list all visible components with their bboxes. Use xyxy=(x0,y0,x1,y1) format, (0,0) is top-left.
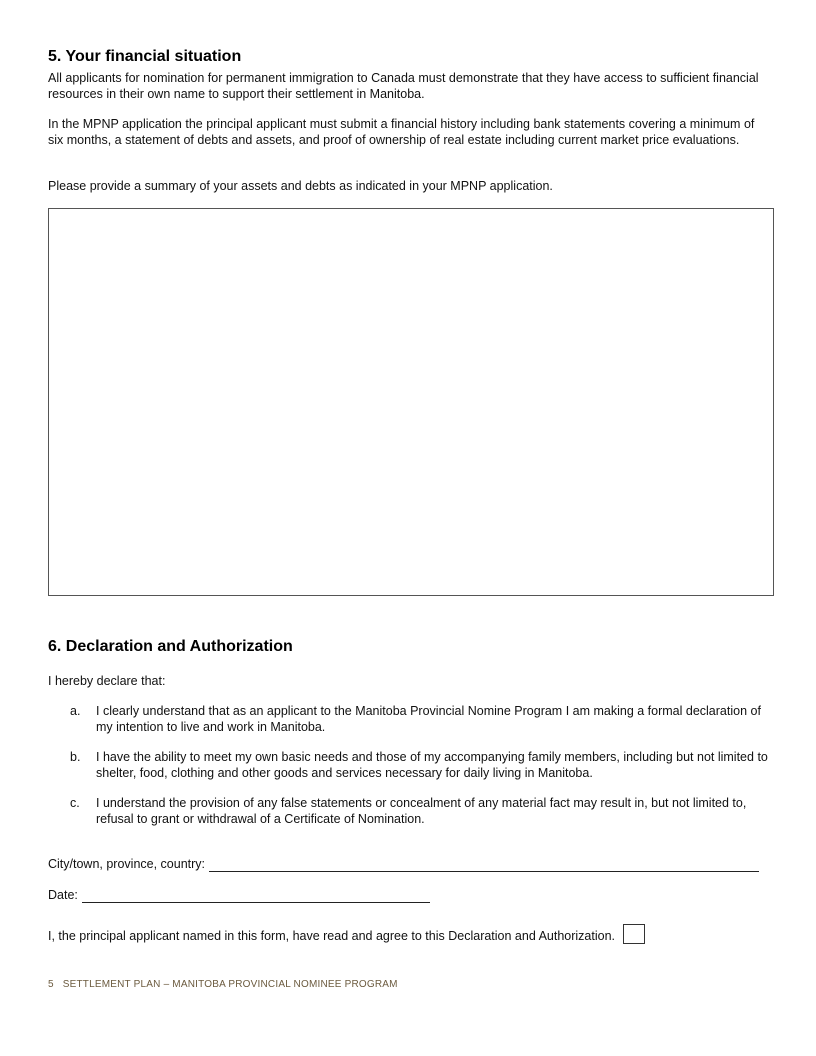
date-field-input[interactable] xyxy=(82,888,430,903)
declaration-list xyxy=(48,703,768,841)
date-field-row xyxy=(48,887,430,903)
declaration-marker: c. xyxy=(70,796,80,810)
declaration-text: I have the ability to meet my own basic needs and those of my accompanying family members, including but not limited to shelter, food, clothing and other goods and services necessary for daily living in Manitoba. xyxy=(96,750,768,780)
section-5-paragraph-1: All applicants for nomination for permanent immigration to Canada must demonstrate that they have access to sufficient financial resources in their own name to support their settlement in Manitoba. xyxy=(48,71,759,101)
financial-summary-textarea[interactable] xyxy=(48,208,774,596)
agreement-row xyxy=(48,924,645,944)
city-field-label: City/town, province, country: xyxy=(48,857,206,871)
declaration-marker: b. xyxy=(70,750,81,764)
date-field-label: Date: xyxy=(48,888,78,902)
section-5-title: 5. Your financial situation xyxy=(48,48,242,65)
declaration-item-c xyxy=(48,795,768,827)
page-footer xyxy=(48,979,398,990)
section-5-paragraph-3: Please provide a summary of your assets and debts as indicated in your MPNP application. xyxy=(48,179,553,193)
declaration-text: I clearly understand that as an applicant to the Manitoba Provincial Nomine Program I am making a formal declaration of my intention to live and work in Manitoba. xyxy=(96,704,761,734)
declaration-marker: a. xyxy=(70,704,81,718)
section-6-title: 6. Declaration and Authorization xyxy=(48,638,293,655)
declaration-text: I understand the provision of any false statements or concealment of any material fact may result in, but not limited to, refusal to grant or withdrawal of a Certificate of Nomination. xyxy=(96,796,747,826)
section-5-paragraph-2: In the MPNP application the principal applicant must submit a financial history including bank statements covering a minimum of six months, a statement of debts and assets, and proof of ownership of real estate including current market price evaluations. xyxy=(48,117,755,147)
declaration-item-a xyxy=(48,703,768,735)
footer-text: SETTLEMENT PLAN – MANITOBA PROVINCIAL NOMINEE PROGRAM xyxy=(62,979,398,990)
agreement-checkbox[interactable] xyxy=(623,924,645,944)
city-field-input[interactable] xyxy=(209,857,759,872)
page-number: 5 xyxy=(48,979,54,990)
declaration-intro: I hereby declare that: xyxy=(48,674,166,688)
agreement-label: I, the principal applicant named in this form, have read and agree to this Declaration and Authorization. xyxy=(48,929,616,943)
city-field-row xyxy=(48,856,759,872)
declaration-item-b xyxy=(48,749,768,781)
